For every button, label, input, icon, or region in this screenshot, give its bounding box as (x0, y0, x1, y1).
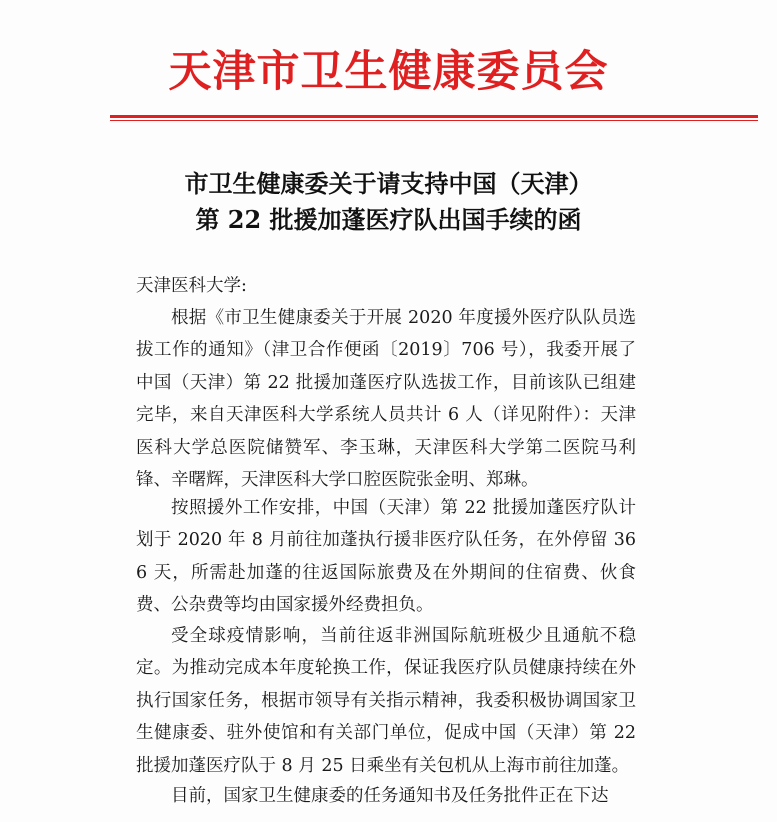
organization-header: 天津市卫生健康委员会 (168, 47, 609, 97)
document-title-line-1: 市卫生健康委关于请支持中国（天津） (184, 169, 593, 198)
header-red-rule-thick (110, 115, 758, 118)
header-red-rule-thin (110, 120, 758, 121)
body-paragraph-1: 根据《市卫生健康委关于开展 2020 年度援外医疗队队员选拔工作的通知》（津卫合作便函〔2019〕706 号），我委开展了中国（天津）第 22 批援加蓬医疗队选拔工作，目前该队已组建完毕，来自天津医科大学系统人员共计 6 人（详见附件）：天津医科大学总医院储赞军、李玉琳，天津医科大学第二医院马利锋、辛曙辉，天津医科大学口腔医院张金明、郑琳。 (136, 308, 636, 491)
recipient-line: 天津医科大学: (136, 276, 247, 296)
body-paragraph-4: 目前，国家卫生健康委的任务通知书及任务批件正在下达 (171, 786, 609, 806)
body-paragraph-3: 受全球疫情影响，当前往返非洲国际航班极少且通航不稳定。为推动完成本年度轮换工作，保证我医疗队员健康持续在外执行国家任务，根据市领导有关指示精神，我委积极协调国家卫生健康委、驻外使馆和有关部门单位，促成中国（天津）第 22 批援加蓬医疗队于 8 月 25 日乘坐有关包机从上海市前往加蓬。 (136, 626, 636, 776)
document-title-line-2: 第 22 批援加蓬医疗队出国手续的函 (195, 205, 582, 234)
body-paragraph-2: 按照援外工作安排，中国（天津）第 22 批援加蓬医疗队计划于 2020 年 8 月前往加蓬执行援非医疗队任务，在外停留 366 天，所需赴加蓬的往返国际旅费及在外期间的住宿费、伙食费、公杂费等均由国家援外经费担负。 (136, 498, 636, 616)
